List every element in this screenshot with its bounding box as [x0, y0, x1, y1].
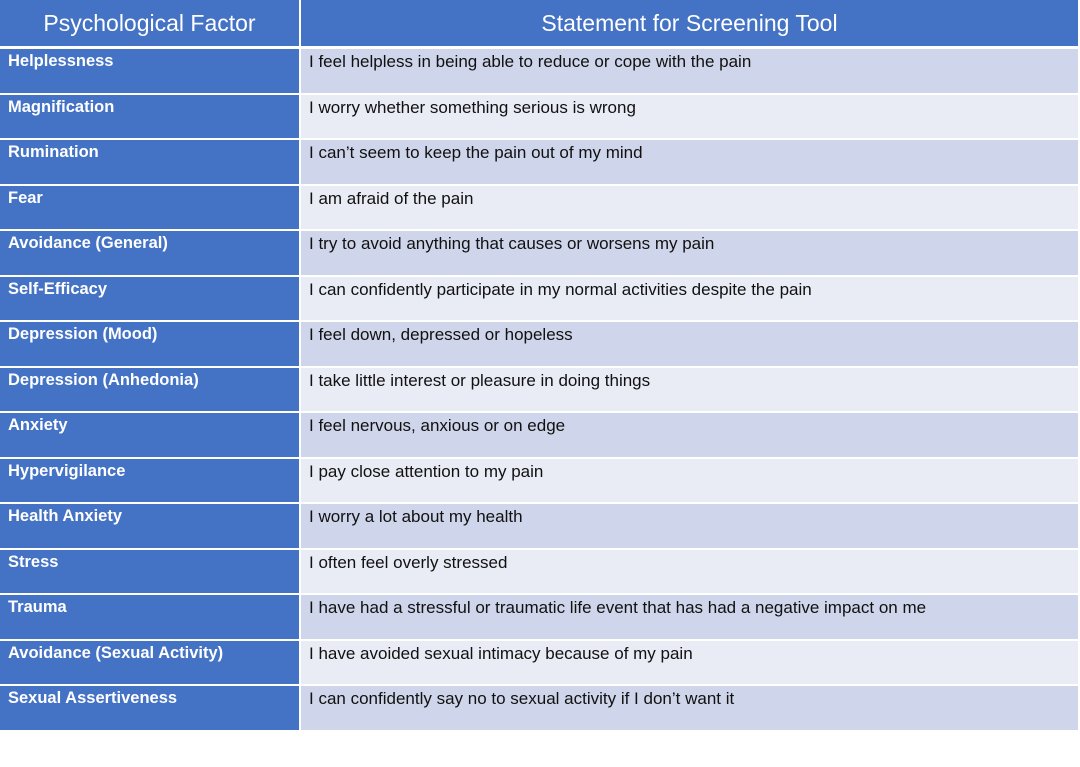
factor-cell: Stress — [0, 550, 301, 596]
factor-cell: Sexual Assertiveness — [0, 686, 301, 732]
factor-cell: Fear — [0, 186, 301, 232]
table-row — [0, 231, 1078, 277]
factor-cell: Hypervigilance — [0, 459, 301, 505]
factor-cell: Magnification — [0, 95, 301, 141]
statement-cell: I have had a stressful or traumatic life event that has had a negative impact on me — [301, 595, 1078, 641]
statement-cell: I can’t seem to keep the pain out of my mind — [301, 140, 1078, 186]
factor-cell: Depression (Anhedonia) — [0, 368, 301, 414]
header-psychological-factor: Psychological Factor — [0, 0, 301, 49]
table-row — [0, 641, 1078, 687]
table-row — [0, 550, 1078, 596]
factor-cell: Avoidance (Sexual Activity) — [0, 641, 301, 687]
factor-cell: Self-Efficacy — [0, 277, 301, 323]
header-row — [0, 0, 1078, 49]
factor-cell: Depression (Mood) — [0, 322, 301, 368]
statement-cell: I take little interest or pleasure in doing things — [301, 368, 1078, 414]
table-row — [0, 686, 1078, 732]
table-body — [0, 49, 1078, 732]
statement-cell: I am afraid of the pain — [301, 186, 1078, 232]
factor-cell: Health Anxiety — [0, 504, 301, 550]
statement-cell: I often feel overly stressed — [301, 550, 1078, 596]
table-row — [0, 459, 1078, 505]
table-row — [0, 140, 1078, 186]
statement-cell: I feel nervous, anxious or on edge — [301, 413, 1078, 459]
factor-cell: Anxiety — [0, 413, 301, 459]
statement-cell: I feel down, depressed or hopeless — [301, 322, 1078, 368]
table-row — [0, 49, 1078, 95]
statement-cell: I have avoided sexual intimacy because of my pain — [301, 641, 1078, 687]
statement-cell: I try to avoid anything that causes or worsens my pain — [301, 231, 1078, 277]
table-row — [0, 95, 1078, 141]
table-row — [0, 504, 1078, 550]
table-row — [0, 413, 1078, 459]
statement-cell: I feel helpless in being able to reduce or cope with the pain — [301, 49, 1078, 95]
table-row — [0, 595, 1078, 641]
statement-cell: I worry a lot about my health — [301, 504, 1078, 550]
header-statement: Statement for Screening Tool — [301, 0, 1078, 49]
table-row — [0, 277, 1078, 323]
table-row — [0, 368, 1078, 414]
table-row — [0, 186, 1078, 232]
statement-cell: I can confidently participate in my normal activities despite the pain — [301, 277, 1078, 323]
factor-cell: Avoidance (General) — [0, 231, 301, 277]
factor-cell: Rumination — [0, 140, 301, 186]
statement-cell: I can confidently say no to sexual activity if I don’t want it — [301, 686, 1078, 732]
factor-cell: Helplessness — [0, 49, 301, 95]
table-row — [0, 322, 1078, 368]
statement-cell: I worry whether something serious is wrong — [301, 95, 1078, 141]
factor-cell: Trauma — [0, 595, 301, 641]
statement-cell: I pay close attention to my pain — [301, 459, 1078, 505]
